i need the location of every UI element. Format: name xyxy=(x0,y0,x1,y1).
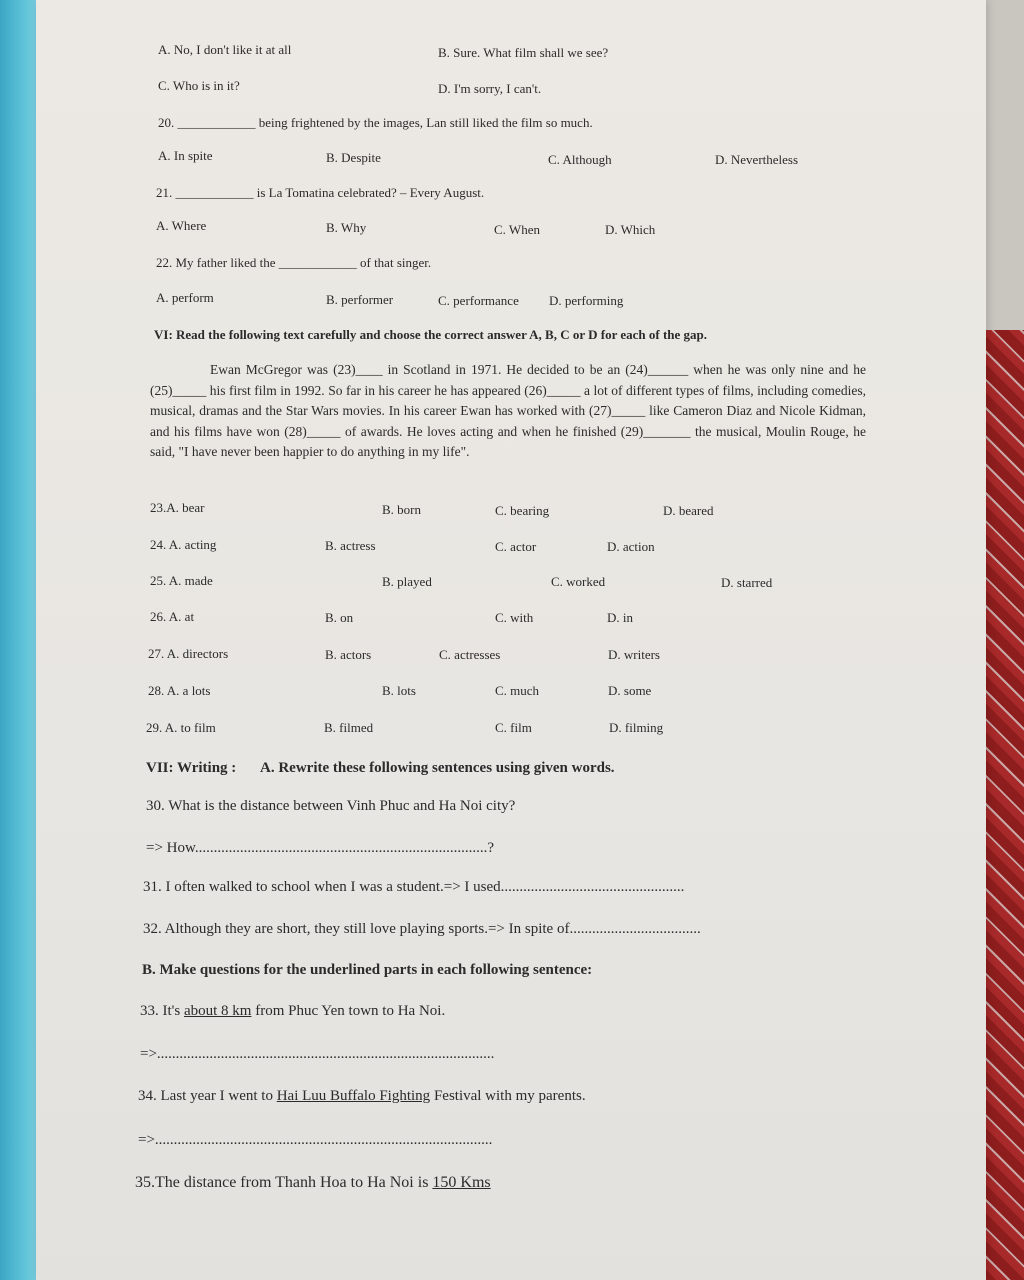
q25-option-a: 25. A. made xyxy=(150,573,213,588)
q30-answer-line: => How..............................................................................? xyxy=(146,840,495,856)
q33-answer-line: =>.......................................................................................... xyxy=(140,1046,495,1062)
q30-sentence: 30. What is the distance between Vinh Phuc and Ha Noi city? xyxy=(146,798,516,814)
q33-text-end: from Phuc Yen town to Ha Noi. xyxy=(251,1003,446,1019)
reading-passage: Ewan McGregor was (23)____ in Scotland in 1971. He decided to be an (24)______ when he was only nine and he (25)_____ his first film in 1992. So far in his career he has appeared (26)_____ a lot of different types of films, including comedies, musical, dramas and the Star Wars movies. In his career Ewan has worked with (27)_____ like Cameron Diaz and Nicole Kidman, and his films have won (28)_____ of awards. He loves acting and when he finished (29)_______ the musical, Moulin Rouge, he said, "I have never been happier to do anything in my life". xyxy=(150,362,866,459)
section-7b-heading: B. Make questions for the underlined parts in each following sentence: xyxy=(142,962,593,978)
q28-option-b: B. lots xyxy=(382,683,416,698)
q22-option-c: C. performance xyxy=(438,293,519,308)
q31-sentence: 31. I often walked to school when I was a student.=> I used................................................. xyxy=(143,879,685,895)
q20-stem: 20. ____________ being frightened by the images, Lan still liked the film so much. xyxy=(158,115,593,130)
q20-option-c: C. Although xyxy=(548,152,612,167)
q19-option-a: A. No, I don't like it at all xyxy=(158,42,292,57)
q26-option-d: D. in xyxy=(607,610,633,625)
q24-option-a: 24. A. acting xyxy=(150,537,217,552)
q27-option-b: B. actors xyxy=(325,647,372,662)
q35-text-start: 35.The distance from Thanh Hoa to Ha Noi is xyxy=(135,1174,433,1191)
q26-option-b: B. on xyxy=(325,610,354,625)
q25-option-c: C. worked xyxy=(551,574,606,589)
q34-text-end: Festival with my parents. xyxy=(430,1088,586,1104)
q20-option-d: D. Nevertheless xyxy=(715,152,799,167)
q27-option-c: C. actresses xyxy=(439,647,501,662)
q21-option-d: D. Which xyxy=(605,222,656,237)
q23-option-d: D. beared xyxy=(663,503,714,518)
q34-underlined-part: Hai Luu Buffalo Fighting xyxy=(276,1088,431,1104)
q28-option-c: C. much xyxy=(495,683,540,698)
section-6-heading: VI: Read the following text carefully and choose the correct answer A, B, C or D for each of the gap. xyxy=(154,327,708,342)
q29-option-b: B. filmed xyxy=(324,720,374,735)
q34-answer-line: =>.......................................................................................... xyxy=(138,1132,493,1148)
q28-option-a: 28. A. a lots xyxy=(148,683,211,698)
q29-option-a: 29. A. to film xyxy=(146,720,216,735)
q23-option-b: B. born xyxy=(382,502,421,517)
q19-option-b: B. Sure. What film shall we see? xyxy=(438,45,609,60)
q26-option-a: 26. A. at xyxy=(150,609,195,624)
q19-option-c: C. Who is in it? xyxy=(158,78,240,93)
q29-option-c: C. film xyxy=(495,720,532,735)
q21-option-a: A. Where xyxy=(156,218,207,233)
q23-option-c: C. bearing xyxy=(495,503,550,518)
q25-option-b: B. played xyxy=(382,574,432,589)
q24-option-c: C. actor xyxy=(495,539,537,554)
q20-option-a: A. In spite xyxy=(158,148,213,163)
section-7-label: VII: Writing : xyxy=(146,760,237,776)
q27-option-a: 27. A. directors xyxy=(148,646,229,661)
q32-sentence: 32. Although they are short, they still love playing sports.=> In spite of................................... xyxy=(143,921,701,937)
q22-option-a: A. perform xyxy=(156,290,214,305)
q29-option-d: D. filming xyxy=(609,720,664,735)
q21-option-b: B. Why xyxy=(326,220,367,235)
q25-option-d: D. starred xyxy=(721,575,773,590)
q24-option-d: D. action xyxy=(607,539,655,554)
q27-option-d: D. writers xyxy=(608,647,660,662)
q21-option-c: C. When xyxy=(494,222,540,237)
section-7a-heading: A. Rewrite these following sentences using given words. xyxy=(260,760,615,776)
q34-text-start: 34. Last year I went to xyxy=(138,1088,277,1104)
q33-text-start: 33. It's xyxy=(140,1003,184,1019)
q20-option-b: B. Despite xyxy=(326,150,381,165)
q22-option-b: B. performer xyxy=(326,292,394,307)
q22-stem: 22. My father liked the ____________ of that singer. xyxy=(156,255,432,270)
q19-option-d: D. I'm sorry, I can't. xyxy=(438,81,542,96)
q28-option-d: D. some xyxy=(608,683,652,698)
q33-sentence xyxy=(140,1003,445,1019)
q22-option-d: D. performing xyxy=(549,293,624,308)
q33-underlined-part: about 8 km xyxy=(183,1003,252,1019)
q34-sentence xyxy=(138,1088,586,1104)
q26-option-c: C. with xyxy=(495,610,534,625)
q35-sentence xyxy=(135,1175,491,1191)
blue-binder-edge xyxy=(0,0,40,1280)
q21-stem: 21. ____________ is La Tomatina celebrated? – Every August. xyxy=(156,185,485,200)
q23-option-a: 23.A. bear xyxy=(150,500,205,515)
q35-underlined-part: 150 Kms xyxy=(432,1174,491,1191)
q24-option-b: B. actress xyxy=(325,538,376,553)
